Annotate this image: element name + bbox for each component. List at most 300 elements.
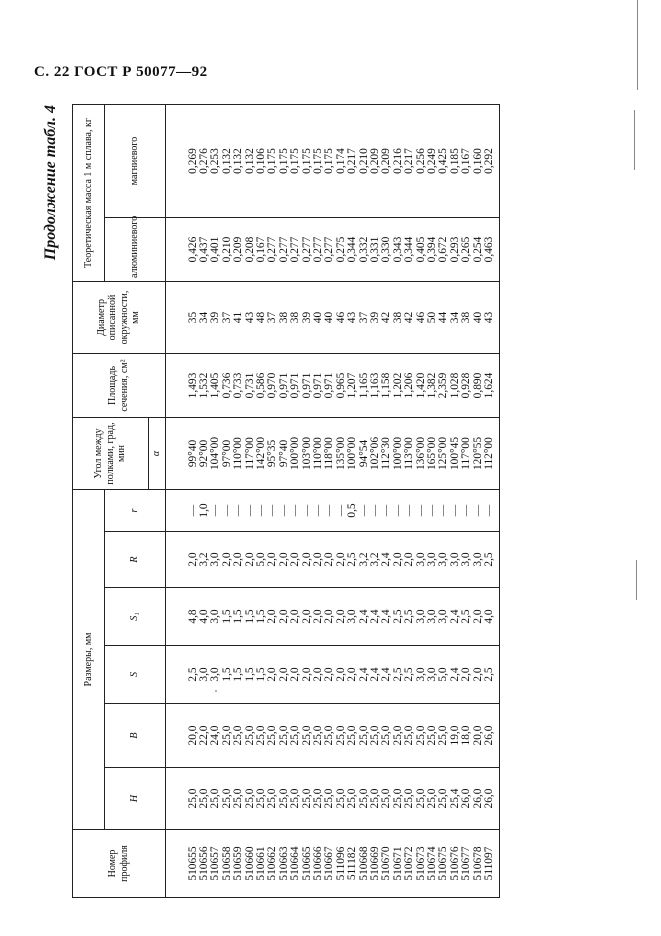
table-cell-S1: 2,0 — [266, 609, 279, 624]
table-continuation-label: Продолжение табл. 4 — [42, 105, 59, 261]
table-cell-area: 1,202 — [391, 372, 404, 399]
table-cell-mg: 0,253 — [209, 148, 222, 174]
table-cell-mg: 0,269 — [186, 148, 199, 174]
table-cell-r: 0,5 — [346, 503, 359, 518]
table-cell-r: — — [460, 504, 473, 517]
table-cell-B: 25,0 — [300, 725, 313, 746]
col-angle: Угол между полками, град, мин — [73, 417, 149, 489]
table-cell-a: 125°00 — [437, 436, 450, 471]
table-cell-B: 25,0 — [380, 725, 393, 746]
table-cell-S1: 2,0 — [289, 609, 302, 624]
table-cell-d: 38 — [289, 311, 302, 324]
table-cell-S: 1,5 — [243, 667, 256, 682]
table-cell-a: 135°00 — [334, 436, 347, 471]
table-cell-H: 25,0 — [186, 788, 199, 809]
table-cell-r: — — [232, 504, 245, 517]
table-cell-a: 97°40 — [277, 439, 290, 468]
table-cell-mg: 0,425 — [437, 148, 450, 174]
table-cell-B: 25,0 — [220, 725, 233, 746]
table-cell-area: 1,028 — [448, 372, 461, 399]
table-cell-mg: 0,185 — [448, 148, 461, 174]
table-cell-S: 1,5 — [232, 667, 245, 682]
table-cell-r: — — [289, 504, 302, 517]
table-cell-S: 1,5 — [220, 667, 233, 682]
table-cell-B: 25,0 — [289, 725, 302, 746]
table-cell-R: 2,0 — [266, 552, 279, 567]
table-cell-S1: 2,0 — [277, 609, 290, 624]
table-cell-al: 0,277 — [311, 236, 324, 263]
table-cell-area: 1,207 — [346, 372, 359, 399]
table-cell-S: 3,0 — [197, 667, 210, 682]
table-cell-mg: 0,175 — [300, 148, 313, 174]
table-cell-a: 99°40 — [186, 439, 199, 468]
table-cell-mg: 0,167 — [460, 148, 473, 174]
scan-margin-line — [637, 0, 638, 90]
table-cell-B: 25,0 — [403, 725, 416, 746]
table-cell-mg: 0,175 — [289, 148, 302, 174]
table-cell-d: 37 — [266, 311, 279, 324]
table-cell-r: — — [369, 504, 381, 517]
table-cell-S: 2,0 — [346, 667, 359, 682]
table-data-row — [165, 104, 500, 897]
table-cell-a: 113°00 — [403, 437, 416, 470]
table-cell-S: 3,0 — [414, 667, 427, 682]
table-cell-R: 2,5 — [346, 552, 359, 567]
table-cell-S: 3,0 — [209, 667, 222, 682]
table-cell-H: 25,0 — [220, 788, 233, 809]
table-cell-n: 510673 — [414, 846, 427, 881]
table-cell-mg: 0,256 — [414, 148, 427, 174]
table-cell-n: 510667 — [323, 846, 336, 881]
table-cell-r: — — [414, 504, 427, 517]
table-cell-H: 25,0 — [426, 788, 439, 809]
table-cell-S: 2,4 — [369, 667, 381, 682]
table-cell-R: 2,0 — [220, 552, 233, 567]
table-cell-n: 510660 — [243, 846, 256, 881]
table-cell-B: 25,0 — [334, 725, 347, 746]
table-cell-area: 0,586 — [254, 372, 267, 399]
table-cell-n: 510672 — [403, 846, 416, 881]
table-cell-S: 3,0 — [426, 667, 439, 682]
table-cell-d: 44 — [437, 311, 450, 324]
table-cell-mg: 0,175 — [277, 148, 290, 174]
table-cell-area: 0,971 — [323, 372, 336, 399]
table-cell-R: 2,4 — [380, 552, 393, 567]
table-cell-H: 25,0 — [391, 788, 404, 809]
table-cell-S1: 2,5 — [403, 609, 416, 624]
table-cell-r: — — [311, 504, 324, 517]
table-cell-S1: 1,5 — [232, 609, 245, 624]
table-cell-a: 117°00 — [243, 437, 256, 470]
table-cell-r: — — [300, 504, 313, 517]
table-cell-r: — — [186, 504, 199, 517]
table-cell-H: 25,4 — [448, 788, 461, 809]
table-cell-H: 25,0 — [369, 788, 381, 809]
table-cell-B: 18,0 — [460, 725, 473, 746]
table-cell-d: 43 — [346, 311, 359, 324]
table-cell-B: 20,0 — [186, 725, 199, 746]
col-aluminum: алюминиевого — [105, 217, 166, 281]
table-cell-R: 2,0 — [186, 552, 199, 567]
table-cell-mg: 0,175 — [323, 148, 336, 174]
table-cell-a: 112°30 — [380, 437, 393, 470]
table-cell-al: 0,344 — [346, 236, 359, 263]
table-cell-S1: 3,0 — [346, 609, 359, 624]
table-cell-S1: 2,4 — [369, 609, 381, 624]
table-cell-r: — — [220, 504, 233, 517]
table-cell-S: 5,0 — [437, 667, 450, 682]
table-cell-mg: 0,210 — [357, 148, 370, 174]
table-cell-B: 26,0 — [483, 725, 496, 746]
table-cell-B: 25,0 — [369, 725, 381, 746]
table-cell-area: 1,405 — [209, 372, 222, 399]
table-cell-a: 136°00 — [414, 436, 427, 471]
table-cell-S1: 3,0 — [426, 609, 439, 624]
cells-magnesium — [165, 104, 500, 217]
table-cell-H: 25,0 — [209, 788, 222, 809]
table-cell-n: 511097 — [483, 846, 496, 881]
table-cell-al: 0,277 — [300, 236, 313, 263]
table-cell-r: — — [426, 504, 439, 517]
table-cell-H: 25,0 — [334, 788, 347, 809]
table-cell-r: — — [448, 504, 461, 517]
profiles-table — [72, 104, 500, 898]
table-cell-H: 25,0 — [437, 788, 450, 809]
table-cell-al: 0,208 — [243, 236, 256, 263]
table-cell-H: 25,0 — [414, 788, 427, 809]
table-cell-R: 2,0 — [323, 552, 336, 567]
table-cell-r: — — [380, 504, 393, 517]
table-cell-n: 510675 — [437, 846, 450, 881]
table-cell-d: 46 — [414, 311, 427, 324]
table-cell-R: 3,0 — [209, 552, 222, 567]
table-cell-R: 3,0 — [414, 552, 427, 567]
table-cell-a: 142°00 — [254, 436, 267, 471]
table-cell-S1: 4,8 — [186, 609, 199, 624]
table-cell-S: 2,0 — [471, 667, 484, 682]
cells-aluminum — [165, 217, 500, 281]
table-cell-area: 0,890 — [471, 372, 484, 399]
table-cell-B: 25,0 — [254, 725, 267, 746]
table-cell-S1: 2,4 — [357, 609, 370, 624]
table-cell-n: 510655 — [186, 846, 199, 881]
table-cell-H: 25,0 — [311, 788, 324, 809]
table-cell-R: 3,2 — [369, 552, 381, 567]
table-cell-S: 2,4 — [448, 667, 461, 682]
table-cell-al: 0,426 — [186, 236, 199, 263]
table-cell-d: 40 — [323, 311, 336, 324]
table-cell-al: 0,265 — [460, 236, 473, 263]
table-cell-S1: 2,0 — [334, 609, 347, 624]
table-cell-B: 25,0 — [437, 725, 450, 746]
table-cell-al: 0,209 — [232, 236, 245, 263]
table-cell-r: 1,0 — [197, 503, 210, 518]
table-cell-H: 25,0 — [254, 788, 267, 809]
table-cell-area: 2,359 — [437, 372, 450, 399]
table-cell-mg: 0,174 — [334, 148, 347, 174]
table-cell-r: — — [254, 504, 267, 517]
table-cell-B: 25,0 — [346, 725, 359, 746]
table-cell-B: 20,0 — [471, 725, 484, 746]
table-cell-R: 2,5 — [483, 552, 496, 567]
table-cell-a: 100°00 — [346, 436, 359, 471]
table-cell-R: 3,0 — [426, 552, 439, 567]
col-r: r — [105, 489, 166, 531]
table-cell-S: 2,0 — [266, 667, 279, 682]
table-cell-a: 94°54 — [357, 439, 370, 468]
table-cell-r: — — [437, 504, 450, 517]
table-cell-n: 510661 — [254, 846, 267, 881]
table-cell-area: 0,971 — [277, 372, 290, 399]
table-cell-H: 26,0 — [471, 788, 484, 809]
table-cell-al: 0,210 — [220, 236, 233, 263]
table-cell-mg: 0,132 — [243, 148, 256, 174]
table-cell-H: 25,0 — [266, 788, 279, 809]
table-cell-mg: 0,292 — [483, 148, 496, 174]
table-cell-mg: 0,106 — [254, 148, 267, 174]
table-cell-area: 0,971 — [311, 372, 324, 399]
table-cell-S1: 4,0 — [483, 609, 496, 624]
table-cell-S: 2,0 — [323, 667, 336, 682]
table-cell-S: 2,5 — [403, 667, 416, 682]
table-cell-H: 25,0 — [323, 788, 336, 809]
table-cell-r: — — [277, 504, 290, 517]
table-cell-mg: 0,276 — [197, 148, 210, 174]
table-cell-n: 511182 — [346, 846, 359, 881]
table-cell-d: 41 — [232, 311, 245, 324]
cells-profile-number — [165, 830, 500, 898]
table-cell-area: 0,965 — [334, 372, 347, 399]
table-cell-d: 50 — [426, 311, 439, 324]
cells-r — [165, 489, 500, 531]
table-cell-al: 0,331 — [369, 236, 381, 263]
table-cell-R: 2,0 — [391, 552, 404, 567]
table-cell-al: 0,405 — [414, 236, 427, 263]
table-cell-area: 1,420 — [414, 372, 427, 399]
cells-angle — [165, 417, 500, 489]
table-cell-n: 510678 — [471, 846, 484, 881]
table-cell-a: 110°00 — [311, 437, 324, 470]
table-cell-al: 0,277 — [323, 236, 336, 263]
table-cell-d: 42 — [380, 311, 393, 324]
table-cell-R: 3,0 — [448, 552, 461, 567]
table-cell-al: 0,277 — [289, 236, 302, 263]
table-cell-n: 510676 — [448, 846, 461, 881]
table-cell-n: 510670 — [380, 846, 393, 881]
col-B: B — [105, 704, 166, 768]
table-cell-mg: 0,160 — [471, 148, 484, 174]
table-cell-area: 0,970 — [266, 372, 279, 399]
page-header: С. 22 ГОСТ Р 50077—92 — [34, 64, 208, 80]
table-cell-B: 24,0 — [209, 725, 222, 746]
table-cell-n: 510674 — [426, 846, 439, 881]
table-cell-H: 25,0 — [300, 788, 313, 809]
table-cell-B: 25,0 — [277, 725, 290, 746]
table-cell-d: 46 — [334, 311, 347, 324]
table-cell-area: 0,971 — [300, 372, 313, 399]
table-cell-al: 0,254 — [471, 236, 484, 263]
col-magnesium: магниевого — [105, 104, 166, 217]
table-cell-n: 510677 — [460, 846, 473, 881]
table-cell-H: 25,0 — [289, 788, 302, 809]
table-cell-S1: 2,4 — [448, 609, 461, 624]
col-S1: S₁ — [105, 588, 166, 646]
table-cell-R: 2,0 — [277, 552, 290, 567]
table-cell-n: 510663 — [277, 846, 290, 881]
table-cell-r: — — [243, 504, 256, 517]
table-cell-S1: 2,5 — [460, 609, 473, 624]
table-cell-R: 3,0 — [437, 552, 450, 567]
table-cell-S1: 2,0 — [311, 609, 324, 624]
table-cell-a: 117°00 — [460, 437, 473, 470]
table-cell-a: 112°00 — [483, 437, 496, 470]
cells-H — [165, 768, 500, 830]
table-cell-area: 0,971 — [289, 372, 302, 399]
table-cell-B: 25,0 — [357, 725, 370, 746]
table-cell-R: 2,0 — [334, 552, 347, 567]
table-cell-mg: 0,175 — [311, 148, 324, 174]
table-cell-H: 26,0 — [460, 788, 473, 809]
table-cell-R: 3,2 — [357, 552, 370, 567]
table-cell-R: 2,0 — [243, 552, 256, 567]
table-cell-H: 25,0 — [380, 788, 393, 809]
table-cell-r: — — [334, 504, 347, 517]
table-cell-area: 0,733 — [232, 372, 245, 399]
table-cell-B: 25,0 — [426, 725, 439, 746]
table-cell-B: 25,0 — [391, 725, 404, 746]
table-cell-area: 1,382 — [426, 372, 439, 399]
table-cell-B: 25,0 — [243, 725, 256, 746]
table-cell-a: 100°00 — [289, 436, 302, 471]
table-cell-area: 1,163 — [369, 372, 381, 399]
table-cell-d: 42 — [403, 311, 416, 324]
table-cell-area: 0,731 — [243, 372, 256, 399]
table-cell-n: 510662 — [266, 846, 279, 881]
col-group-sizes: Размеры, мм — [73, 489, 105, 829]
table-cell-R: 2,0 — [232, 552, 245, 567]
table-cell-S1: 2,0 — [471, 609, 484, 624]
table-cell-mg: 0,175 — [266, 148, 279, 174]
table-cell-S1: 1,5 — [220, 609, 233, 624]
table-cell-al: 0,344 — [403, 236, 416, 263]
table-cell-S: 2,4 — [380, 667, 393, 682]
table-cell-d: 34 — [448, 311, 461, 324]
table-cell-d: 40 — [311, 311, 324, 324]
table-cell-a: 104°00 — [209, 436, 222, 471]
table-cell-area: 1,532 — [197, 372, 210, 399]
table-cell-n: 510669 — [369, 846, 381, 881]
table-cell-r: — — [266, 504, 279, 517]
table-cell-S: 2,4 — [357, 667, 370, 682]
table-cell-r: — — [323, 504, 336, 517]
table-cell-S1: 2,4 — [380, 609, 393, 624]
table-cell-al: 0,463 — [483, 236, 496, 263]
table-cell-d: 37 — [357, 311, 370, 324]
table-cell-d: 40 — [471, 311, 484, 324]
table-cell-H: 25,0 — [403, 788, 416, 809]
table-cell-B: 25,0 — [266, 725, 279, 746]
table-cell-B: 25,0 — [232, 725, 245, 746]
table-cell-mg: 0,209 — [380, 148, 393, 174]
table-cell-S: 2,0 — [289, 667, 302, 682]
table-cell-H: 26,0 — [483, 788, 496, 809]
table-cell-S1: 1,5 — [243, 609, 256, 624]
table-cell-R: 2,0 — [311, 552, 324, 567]
table-cell-al: 0,343 — [391, 236, 404, 263]
table-cell-S: 1,5 — [254, 667, 267, 682]
table-cell-d: 48 — [254, 311, 267, 324]
col-H: H — [105, 768, 166, 830]
table-cell-area: 0,928 — [460, 372, 473, 399]
table-cell-d: 38 — [460, 311, 473, 324]
table-cell-S: 2,0 — [277, 667, 290, 682]
table-cell-S: 2,0 — [460, 667, 473, 682]
table-cell-B: 25,0 — [311, 725, 324, 746]
cells-R — [165, 532, 500, 588]
table-cell-mg: 0,132 — [220, 148, 233, 174]
table-cell-B: 22,0 — [197, 725, 210, 746]
table-cell-H: 25,0 — [346, 788, 359, 809]
table-cell-area: 1,493 — [186, 372, 199, 399]
table-cell-H: 25,0 — [357, 788, 370, 809]
table-cell-a: 103°00 — [300, 436, 313, 471]
table-cell-R: 5,0 — [254, 552, 267, 567]
table-cell-a: 102°06 — [369, 436, 381, 471]
col-area: Площадь сечения, см² — [73, 353, 166, 417]
table-cell-S: 2,0 — [311, 667, 324, 682]
table-cell-S: 2,0 — [334, 667, 347, 682]
table-cell-d: 34 — [197, 311, 210, 324]
col-R: R — [105, 532, 166, 588]
table-cell-a: 95°35 — [266, 439, 279, 468]
table-cell-n: 510656 — [197, 846, 210, 881]
table-cell-d: 43 — [483, 311, 496, 324]
cells-diameter — [165, 281, 500, 353]
cells-B — [165, 704, 500, 768]
table-cell-S1: 3,0 — [209, 609, 222, 624]
table-cell-a: 165°00 — [426, 436, 439, 471]
table-cell-H: 25,0 — [197, 788, 210, 809]
table-cell-B: 25,0 — [414, 725, 427, 746]
table-cell-d: 35 — [186, 311, 199, 324]
col-diameter: Диаметр описанной окружности, мм — [73, 281, 166, 353]
table-cell-d: 37 — [220, 311, 233, 324]
table-cell-S1: 2,0 — [300, 609, 313, 624]
table-cell-d: 39 — [369, 311, 381, 324]
cells-S — [165, 646, 500, 704]
table-cell-S1: 3,0 — [414, 609, 427, 624]
table-cell-n: 510659 — [232, 846, 245, 881]
table-cell-al: 0,332 — [357, 236, 370, 263]
table-cell-S1: 2,0 — [323, 609, 336, 624]
table-cell-al: 0,394 — [426, 236, 439, 263]
table-cell-a: 100°45 — [448, 436, 461, 471]
table-cell-al: 0,401 — [209, 236, 222, 263]
table-cell-al: 0,293 — [448, 236, 461, 263]
table-cell-n: 510671 — [391, 846, 404, 881]
table-cell-S1: 2,5 — [391, 609, 404, 624]
table-cell-a: 92°00 — [197, 439, 210, 468]
table-cell-B: 19,0 — [448, 725, 461, 746]
table-cell-area: 1,165 — [357, 372, 370, 399]
table-cell-n: 510665 — [300, 846, 313, 881]
table-cell-d: 38 — [391, 311, 404, 324]
col-S: S — [105, 646, 166, 704]
rotated-table-block — [42, 105, 640, 898]
table-cell-r: — — [483, 504, 496, 517]
table-cell-mg: 0,249 — [426, 148, 439, 174]
table-cell-r: — — [391, 504, 404, 517]
